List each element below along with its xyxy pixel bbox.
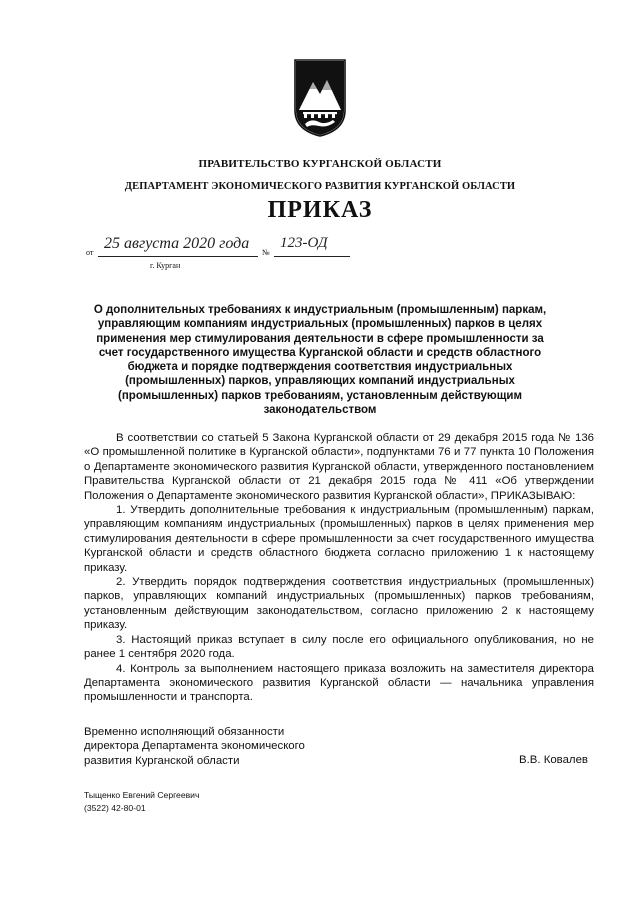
- position-line: Временно исполняющий обязанности: [84, 726, 285, 738]
- title-line: счет государственного имущества Курганской области и средств областного: [98, 346, 542, 359]
- order-body: [84, 431, 594, 705]
- item-4-paragraph: 4. Контроль за выполнением настоящего приказа возложить на заместителя директора Департамента экономического развития Курганской области — начальника управления промышленности и транспорта.: [84, 662, 594, 704]
- order-title: [84, 303, 556, 417]
- executor-contact: [84, 789, 199, 815]
- date-underline: [98, 256, 258, 257]
- document-type: ПРИКАЗ: [267, 197, 373, 223]
- title-line: управляющим компаниям индустриальных (промышленных) парков в целях: [97, 318, 543, 331]
- title-line: законодательством: [263, 404, 377, 417]
- department-name: ДЕПАРТАМЕНТ ЭКОНОМИЧЕСКОГО РАЗВИТИЯ КУРГАНСКОЙ ОБЛАСТИ: [124, 181, 516, 192]
- number-label: №: [262, 248, 270, 257]
- preamble-paragraph: В соответствии со статьей 5 Закона Курганской области от 29 декабря 2015 года № 136 «О промышленной политике в Курганской области», подпунктами 76 и 77 пункта 10 Положения о Департаменте экономического развития Курганской области, утвержденного постановлением Правительства Курганской области от 21 декабря 2015 года № 411 «Об утверждении Положения о Департаменте экономического развития Курганской области», ПРИКАЗЫВАЮ:: [84, 432, 594, 502]
- executor-phone: (3522) 42-80-01: [84, 803, 146, 813]
- title-line: (промышленных) парков требованиям, установленным действующим: [118, 389, 522, 402]
- item-3-paragraph: 3. Настоящий приказ вступает в силу после его официального опубликования, но не ранее 1 сентября 2020 года.: [84, 633, 594, 661]
- government-name: ПРАВИТЕЛЬСТВО КУРГАНСКОЙ ОБЛАСТИ: [198, 158, 442, 170]
- city-label: г. Курган: [150, 261, 181, 270]
- coat-of-arms-icon: [293, 58, 347, 138]
- date-label: от: [86, 248, 94, 257]
- title-line: (промышленных) парков, управляющих компаний индустриальных: [125, 375, 515, 388]
- item-2-paragraph: 2. Утвердить порядок подтверждения соответствия индустриальных (промышленных) парков, управляющих компаний индустриальных (промышленных) парков требованиям, установленным действующим законодательством, согласно приложению 2 к настоящему приказу.: [84, 576, 594, 632]
- title-line: бюджета и порядке подтверждения соответствия индустриальных: [127, 361, 513, 374]
- item-1-paragraph: 1. Утвердить дополнительные требования к индустриальным (промышленным) паркам, управляющим компаниям индустриальных (промышленных) парков в целях применения мер стимулирования деятельности в сфере промышленности за счет государственного имущества Курганской области и средств областного бюджета согласно приложению 1 к настоящему приказу.: [84, 504, 594, 574]
- handwritten-number: 123-ОД: [280, 235, 328, 251]
- number-underline: [274, 256, 350, 257]
- position-line: развития Курганской области: [84, 754, 240, 767]
- executor-name: Тыщенко Евгений Сергеевич: [84, 790, 200, 800]
- signatory-name: В.В. Ковалев: [519, 754, 588, 766]
- position-line: директора Департамента экономического: [84, 740, 305, 753]
- handwritten-date: 25 августа 2020 года: [104, 235, 250, 252]
- signatory-position: [84, 725, 305, 768]
- title-line: О дополнительных требованиях к индустриальным (промышленным) паркам,: [93, 304, 547, 316]
- title-line: применения мер стимулирования деятельности в сфере промышленности за: [96, 332, 544, 345]
